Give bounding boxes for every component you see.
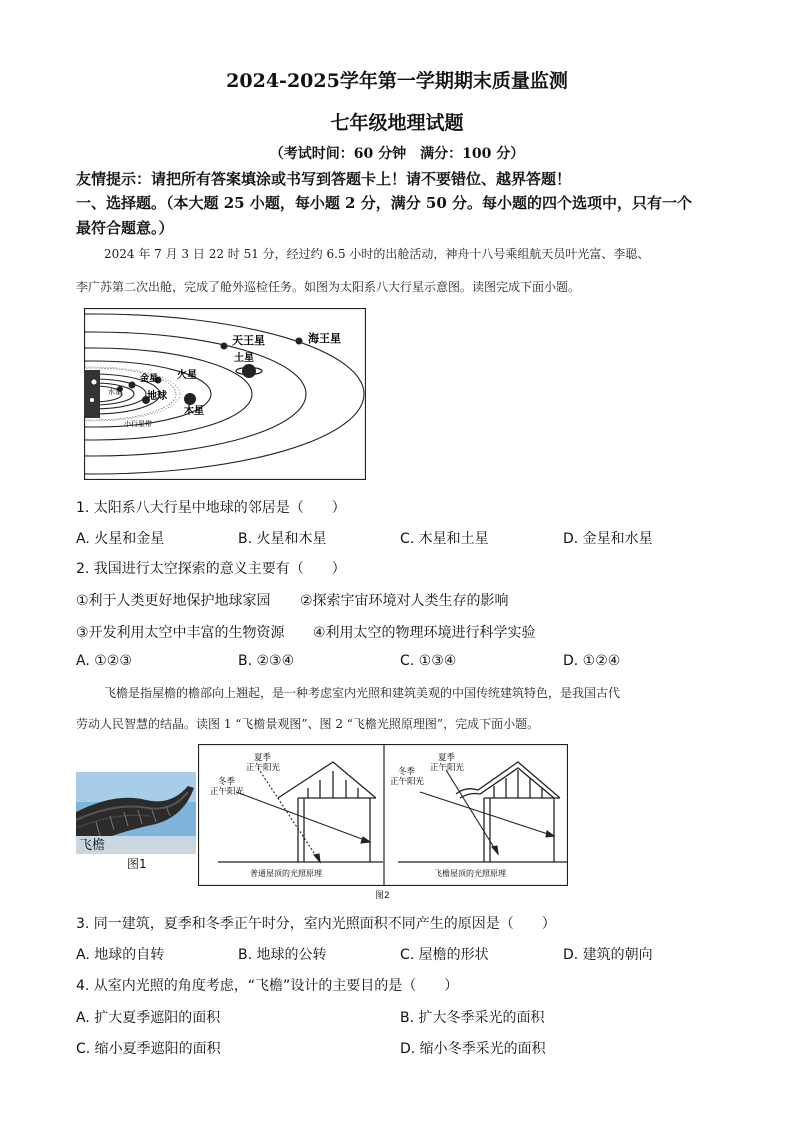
flying-eaves-photo — [76, 772, 196, 854]
uranus — [221, 343, 228, 350]
neptune-label: 海王星 — [308, 332, 341, 345]
q4-stem: 4. 从室内光照的角度考虑，“飞檐”设计的主要目的是（ ） — [76, 978, 459, 994]
solar-system-diagram — [84, 308, 366, 480]
passage2-line2: 劳动人民智慧的结晶。读图 1 “飞檐景观图”、图 2 “飞檐光照原理图”，完成下面小题。 — [76, 717, 540, 731]
asteroid-belt-label: 小行星带 — [124, 420, 152, 428]
saturn — [242, 364, 256, 378]
exam-title: 2024-2025学年第一学期期末质量监测 — [226, 70, 568, 92]
q4-option-b[interactable]: B. 扩大冬季采光的面积 — [400, 1010, 545, 1026]
flying-eaves-roof-caption: 飞檐屋顶的光照原理 — [434, 869, 506, 878]
eaves-light-diagram-image — [198, 744, 568, 886]
section-heading-line1: 一、选择题。（本大题 25 小题，每小题 2 分，满分 50 分。每小题的四个选项中，只有一个 — [76, 194, 693, 212]
q2-option-d[interactable]: D. ①②④ — [563, 653, 621, 669]
q1-option-c[interactable]: C. 木星和土星 — [400, 531, 489, 547]
friendly-tip: 友情提示：请把所有答案填涂或书写到答题卡上！请不要错位、越界答题！ — [76, 170, 572, 188]
earth-label: 地球 — [147, 391, 167, 402]
jupiter — [184, 393, 196, 405]
exam-info: （考试时间：60 分钟 满分：100 分） — [269, 146, 525, 162]
right-summer-label-2: 正午阳光 — [430, 763, 465, 773]
right-winter-label-2: 正午阳光 — [390, 777, 425, 787]
q2-statement-3: ③开发利用太空中丰富的生物资源 — [76, 625, 285, 641]
figure1-caption: 图1 — [127, 857, 147, 871]
right-summer-label-1: 夏季 — [438, 753, 456, 763]
venus-label: 金星 — [140, 374, 159, 384]
ordinary-roof-caption: 普通屋顶的光照原理 — [250, 869, 322, 878]
q2-option-a[interactable]: A. ①②③ — [76, 653, 132, 669]
left-summer-label-2: 正午阳光 — [246, 763, 281, 773]
solar-system-figure — [84, 308, 366, 480]
eaves-light-diagram — [198, 744, 568, 886]
section-heading-line2: 最符合题意。） — [76, 219, 174, 237]
flying-eaves-photo-image — [76, 772, 196, 854]
q2-statement-4: ④利用太空的物理环境进行科学实验 — [313, 625, 536, 641]
q3-option-d[interactable]: D. 建筑的朝向 — [563, 947, 653, 963]
uranus-label: 天王星 — [232, 334, 265, 347]
right-winter-label-1: 冬季 — [398, 767, 416, 777]
venus — [129, 382, 136, 389]
q2-statement-1: ①利于人类更好地保护地球家园 — [76, 593, 271, 609]
q3-option-b[interactable]: B. 地球的公转 — [238, 947, 327, 963]
saturn-label: 土星 — [234, 353, 254, 364]
left-winter-label-1: 冬季 — [218, 777, 236, 787]
q3-option-a[interactable]: A. 地球的自转 — [76, 947, 165, 963]
jupiter-label: 木星 — [184, 406, 204, 417]
passage1-line1: 2024 年 7 月 3 日 22 时 51 分，经过约 6.5 小时的出舱活动，神舟十八号乘组航天员叶光富、李聪、 — [104, 247, 650, 261]
passage2-line1: 飞檐是指屋檐的檐部向上翘起，是一种考虑室内光照和建筑美观的中国传统建筑特色，是我国古代 — [104, 686, 621, 700]
exam-subtitle: 七年级地理试题 — [330, 112, 464, 134]
q1-option-d[interactable]: D. 金星和水星 — [563, 531, 653, 547]
q4-option-a[interactable]: A. 扩大夏季遮阳的面积 — [76, 1010, 221, 1026]
left-winter-label-2: 正午阳光 — [210, 787, 245, 797]
q2-option-b[interactable]: B. ②③④ — [238, 653, 295, 669]
q3-stem: 3. 同一建筑，夏季和冬季正午时分，室内光照面积不同产生的原因是（ ） — [76, 916, 556, 932]
q2-statement-2: ②探索宇宙环境对人类生存的影响 — [300, 593, 509, 609]
q4-option-c[interactable]: C. 缩小夏季遮阳的面积 — [76, 1041, 221, 1057]
q4-option-d[interactable]: D. 缩小冬季采光的面积 — [400, 1041, 546, 1057]
left-summer-label-1: 夏季 — [254, 753, 272, 763]
q1-stem: 1. 太阳系八大行星中地球的邻居是（ ） — [76, 500, 346, 516]
q2-stem: 2. 我国进行太空探索的意义主要有（ ） — [76, 561, 346, 577]
neptune — [296, 338, 303, 345]
figure2-caption: 图2 — [375, 891, 390, 901]
flying-eaves-photo-label: 飞檐 — [79, 838, 106, 853]
q1-option-a[interactable]: A. 火星和金星 — [76, 531, 165, 547]
q2-option-c[interactable]: C. ①③④ — [400, 653, 457, 669]
passage1-line2: 李广苏第二次出舱，完成了舱外巡检任务。如图为太阳系八大行星示意图。读图完成下面小题。 — [76, 280, 581, 294]
mercury-label: 水星 — [108, 388, 122, 396]
mars-label: 火星 — [177, 370, 197, 381]
q3-option-c[interactable]: C. 屋檐的形状 — [400, 947, 489, 963]
sun — [84, 370, 100, 418]
q1-option-b[interactable]: B. 火星和木星 — [238, 531, 327, 547]
